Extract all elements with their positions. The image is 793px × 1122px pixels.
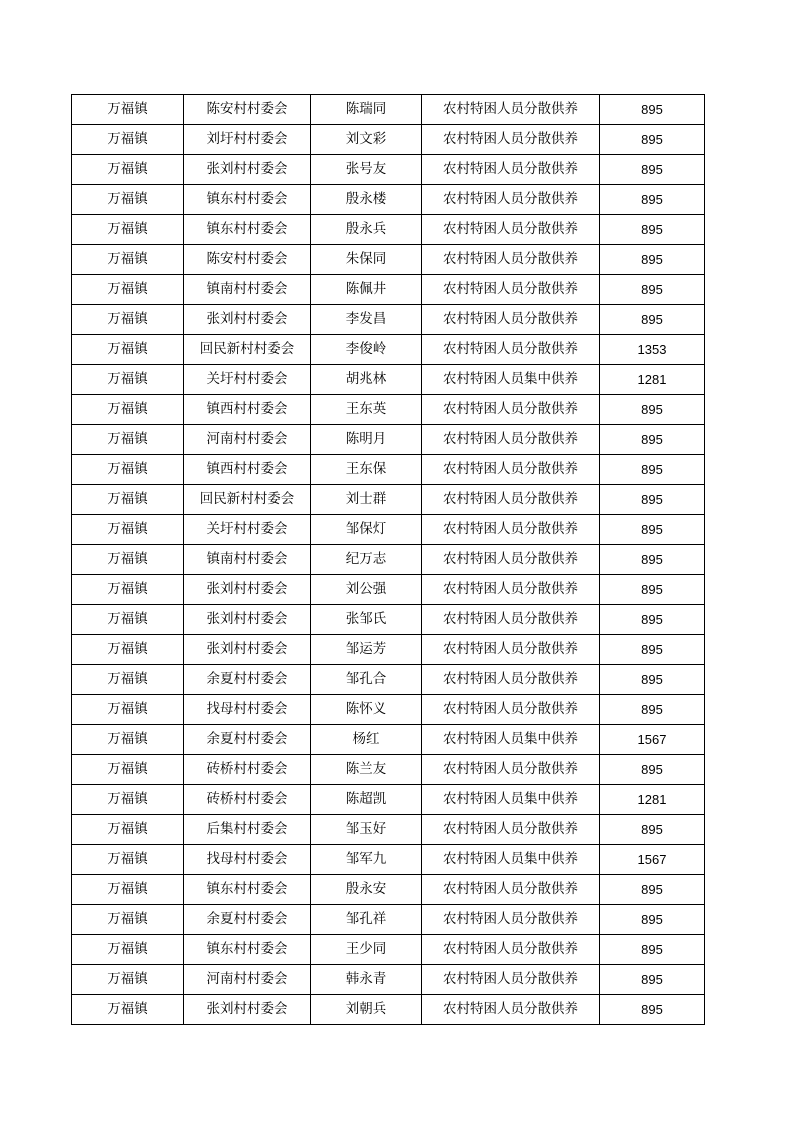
town-cell: 万福镇: [72, 275, 184, 305]
amount-cell: 895: [600, 125, 705, 155]
town-cell: 万福镇: [72, 665, 184, 695]
amount-cell: 895: [600, 935, 705, 965]
name-cell: 王少同: [311, 935, 422, 965]
roster-table: [71, 94, 705, 1025]
village-cell: 张刘村村委会: [184, 635, 311, 665]
village-cell: 镇东村村委会: [184, 185, 311, 215]
table-row: [72, 425, 705, 455]
category-cell: 农村特困人员分散供养: [422, 605, 600, 635]
category-cell: 农村特困人员分散供养: [422, 305, 600, 335]
town-cell: 万福镇: [72, 425, 184, 455]
amount-cell: 895: [600, 815, 705, 845]
category-cell: 农村特困人员分散供养: [422, 755, 600, 785]
village-cell: 砖桥村村委会: [184, 755, 311, 785]
name-cell: 刘文彩: [311, 125, 422, 155]
category-cell: 农村特困人员集中供养: [422, 785, 600, 815]
village-cell: 找母村村委会: [184, 845, 311, 875]
category-cell: 农村特困人员分散供养: [422, 425, 600, 455]
village-cell: 镇西村村委会: [184, 455, 311, 485]
name-cell: 李发昌: [311, 305, 422, 335]
category-cell: 农村特困人员分散供养: [422, 635, 600, 665]
village-cell: 镇东村村委会: [184, 875, 311, 905]
amount-cell: 895: [600, 695, 705, 725]
table-row: [72, 365, 705, 395]
town-cell: 万福镇: [72, 515, 184, 545]
village-cell: 关圩村村委会: [184, 365, 311, 395]
table-row: [72, 635, 705, 665]
table-row: [72, 695, 705, 725]
town-cell: 万福镇: [72, 455, 184, 485]
category-cell: 农村特困人员分散供养: [422, 275, 600, 305]
category-cell: 农村特困人员分散供养: [422, 935, 600, 965]
town-cell: 万福镇: [72, 755, 184, 785]
table-row: [72, 155, 705, 185]
table-row: [72, 515, 705, 545]
name-cell: 邹运芳: [311, 635, 422, 665]
amount-cell: 1567: [600, 845, 705, 875]
village-cell: 陈安村村委会: [184, 245, 311, 275]
name-cell: 张号友: [311, 155, 422, 185]
amount-cell: 895: [600, 95, 705, 125]
category-cell: 农村特困人员分散供养: [422, 485, 600, 515]
amount-cell: 1567: [600, 725, 705, 755]
village-cell: 镇东村村委会: [184, 935, 311, 965]
amount-cell: 895: [600, 545, 705, 575]
table-row: [72, 755, 705, 785]
name-cell: 邹保灯: [311, 515, 422, 545]
name-cell: 殷永楼: [311, 185, 422, 215]
name-cell: 邹军九: [311, 845, 422, 875]
table-row: [72, 605, 705, 635]
name-cell: 邹玉好: [311, 815, 422, 845]
name-cell: 张邹氏: [311, 605, 422, 635]
amount-cell: 895: [600, 515, 705, 545]
town-cell: 万福镇: [72, 95, 184, 125]
table-row: [72, 275, 705, 305]
name-cell: 陈瑞同: [311, 95, 422, 125]
name-cell: 殷永安: [311, 875, 422, 905]
category-cell: 农村特困人员分散供养: [422, 155, 600, 185]
name-cell: 王东英: [311, 395, 422, 425]
amount-cell: 895: [600, 605, 705, 635]
category-cell: 农村特困人员分散供养: [422, 185, 600, 215]
amount-cell: 1353: [600, 335, 705, 365]
town-cell: 万福镇: [72, 365, 184, 395]
village-cell: 张刘村村委会: [184, 305, 311, 335]
village-cell: 找母村村委会: [184, 695, 311, 725]
town-cell: 万福镇: [72, 785, 184, 815]
table-row: [72, 575, 705, 605]
town-cell: 万福镇: [72, 335, 184, 365]
amount-cell: 895: [600, 995, 705, 1025]
amount-cell: 895: [600, 275, 705, 305]
category-cell: 农村特困人员分散供养: [422, 665, 600, 695]
table-row: [72, 485, 705, 515]
village-cell: 刘圩村村委会: [184, 125, 311, 155]
amount-cell: 895: [600, 245, 705, 275]
town-cell: 万福镇: [72, 695, 184, 725]
village-cell: 河南村村委会: [184, 965, 311, 995]
town-cell: 万福镇: [72, 485, 184, 515]
village-cell: 镇东村村委会: [184, 215, 311, 245]
name-cell: 王东保: [311, 455, 422, 485]
town-cell: 万福镇: [72, 905, 184, 935]
town-cell: 万福镇: [72, 395, 184, 425]
town-cell: 万福镇: [72, 305, 184, 335]
table-row: [72, 245, 705, 275]
name-cell: 陈佩井: [311, 275, 422, 305]
name-cell: 邹孔合: [311, 665, 422, 695]
village-cell: 镇南村村委会: [184, 275, 311, 305]
amount-cell: 895: [600, 215, 705, 245]
table-row: [72, 995, 705, 1025]
town-cell: 万福镇: [72, 575, 184, 605]
amount-cell: 895: [600, 905, 705, 935]
town-cell: 万福镇: [72, 545, 184, 575]
village-cell: 余夏村村委会: [184, 905, 311, 935]
category-cell: 农村特困人员分散供养: [422, 455, 600, 485]
table-row: [72, 185, 705, 215]
category-cell: 农村特困人员分散供养: [422, 965, 600, 995]
amount-cell: 895: [600, 755, 705, 785]
table-row: [72, 935, 705, 965]
amount-cell: 895: [600, 875, 705, 905]
table-row: [72, 335, 705, 365]
amount-cell: 895: [600, 575, 705, 605]
village-cell: 余夏村村委会: [184, 665, 311, 695]
category-cell: 农村特困人员集中供养: [422, 365, 600, 395]
town-cell: 万福镇: [72, 605, 184, 635]
amount-cell: 895: [600, 455, 705, 485]
table-row: [72, 845, 705, 875]
name-cell: 陈超凯: [311, 785, 422, 815]
village-cell: 砖桥村村委会: [184, 785, 311, 815]
village-cell: 回民新村村委会: [184, 335, 311, 365]
name-cell: 刘士群: [311, 485, 422, 515]
village-cell: 陈安村村委会: [184, 95, 311, 125]
name-cell: 纪万志: [311, 545, 422, 575]
amount-cell: 895: [600, 155, 705, 185]
name-cell: 刘朝兵: [311, 995, 422, 1025]
table-row: [72, 785, 705, 815]
category-cell: 农村特困人员分散供养: [422, 875, 600, 905]
town-cell: 万福镇: [72, 725, 184, 755]
amount-cell: 1281: [600, 785, 705, 815]
amount-cell: 895: [600, 425, 705, 455]
category-cell: 农村特困人员分散供养: [422, 515, 600, 545]
amount-cell: 895: [600, 395, 705, 425]
village-cell: 关圩村村委会: [184, 515, 311, 545]
category-cell: 农村特困人员分散供养: [422, 815, 600, 845]
town-cell: 万福镇: [72, 965, 184, 995]
town-cell: 万福镇: [72, 125, 184, 155]
name-cell: 邹孔祥: [311, 905, 422, 935]
name-cell: 杨红: [311, 725, 422, 755]
table-row: [72, 815, 705, 845]
table-row: [72, 305, 705, 335]
table-row: [72, 725, 705, 755]
town-cell: 万福镇: [72, 635, 184, 665]
category-cell: 农村特困人员集中供养: [422, 725, 600, 755]
town-cell: 万福镇: [72, 185, 184, 215]
town-cell: 万福镇: [72, 935, 184, 965]
town-cell: 万福镇: [72, 245, 184, 275]
name-cell: 李俊岭: [311, 335, 422, 365]
table-row: [72, 125, 705, 155]
town-cell: 万福镇: [72, 155, 184, 185]
category-cell: 农村特困人员分散供养: [422, 395, 600, 425]
category-cell: 农村特困人员分散供养: [422, 215, 600, 245]
category-cell: 农村特困人员分散供养: [422, 335, 600, 365]
village-cell: 张刘村村委会: [184, 605, 311, 635]
village-cell: 镇南村村委会: [184, 545, 311, 575]
category-cell: 农村特困人员分散供养: [422, 695, 600, 725]
village-cell: 后集村村委会: [184, 815, 311, 845]
name-cell: 陈怀义: [311, 695, 422, 725]
category-cell: 农村特困人员分散供养: [422, 245, 600, 275]
category-cell: 农村特困人员分散供养: [422, 995, 600, 1025]
town-cell: 万福镇: [72, 995, 184, 1025]
name-cell: 陈明月: [311, 425, 422, 455]
amount-cell: 895: [600, 485, 705, 515]
table-row: [72, 965, 705, 995]
amount-cell: 895: [600, 305, 705, 335]
town-cell: 万福镇: [72, 215, 184, 245]
name-cell: 胡兆林: [311, 365, 422, 395]
village-cell: 河南村村委会: [184, 425, 311, 455]
name-cell: 韩永青: [311, 965, 422, 995]
category-cell: 农村特困人员分散供养: [422, 905, 600, 935]
name-cell: 朱保同: [311, 245, 422, 275]
name-cell: 刘公强: [311, 575, 422, 605]
table-row: [72, 455, 705, 485]
village-cell: 张刘村村委会: [184, 995, 311, 1025]
village-cell: 镇西村村委会: [184, 395, 311, 425]
village-cell: 张刘村村委会: [184, 155, 311, 185]
town-cell: 万福镇: [72, 815, 184, 845]
town-cell: 万福镇: [72, 845, 184, 875]
table-row: [72, 875, 705, 905]
name-cell: 殷永兵: [311, 215, 422, 245]
village-cell: 张刘村村委会: [184, 575, 311, 605]
amount-cell: 1281: [600, 365, 705, 395]
category-cell: 农村特困人员分散供养: [422, 95, 600, 125]
table-row: [72, 665, 705, 695]
table-row: [72, 95, 705, 125]
category-cell: 农村特困人员分散供养: [422, 575, 600, 605]
category-cell: 农村特困人员分散供养: [422, 125, 600, 155]
category-cell: 农村特困人员分散供养: [422, 545, 600, 575]
table-row: [72, 905, 705, 935]
amount-cell: 895: [600, 665, 705, 695]
table-row: [72, 395, 705, 425]
town-cell: 万福镇: [72, 875, 184, 905]
amount-cell: 895: [600, 965, 705, 995]
amount-cell: 895: [600, 185, 705, 215]
roster-table-body: [72, 95, 705, 1025]
amount-cell: 895: [600, 635, 705, 665]
village-cell: 余夏村村委会: [184, 725, 311, 755]
name-cell: 陈兰友: [311, 755, 422, 785]
village-cell: 回民新村村委会: [184, 485, 311, 515]
table-row: [72, 545, 705, 575]
table-row: [72, 215, 705, 245]
category-cell: 农村特困人员集中供养: [422, 845, 600, 875]
